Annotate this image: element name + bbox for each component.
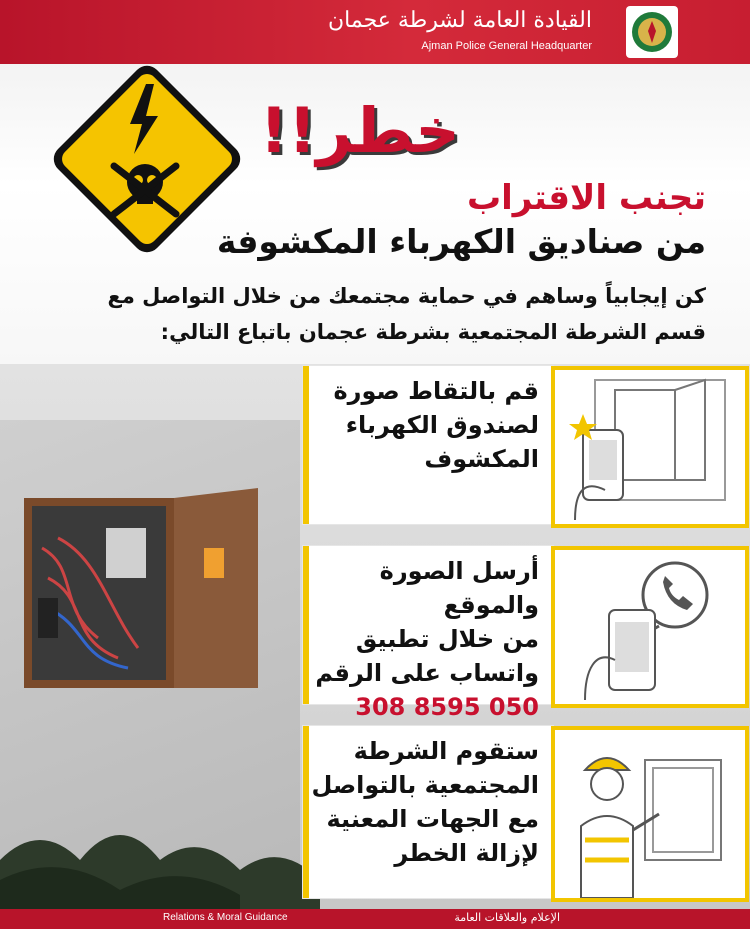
footer-bar: [0, 909, 750, 929]
step-3-card: [303, 726, 553, 898]
danger-heading: خطر!!: [259, 94, 460, 167]
step-2-card: [303, 546, 553, 721]
step-text-line: المكشوف: [424, 445, 539, 473]
step-text-line: من خلال تطبيق: [355, 625, 539, 653]
header-arabic-title: القيادة العامة لشرطة عجمان: [328, 8, 592, 33]
step-3-illustration: [551, 726, 749, 902]
step-text-line: أرسل الصورة والموقع: [379, 557, 539, 619]
step-2-illustration: [551, 546, 749, 708]
footer-english-text: Relations & Moral Guidance: [163, 912, 288, 923]
intro-line: كن إيجابياً وساهم في حماية مجتمعك من خلال التواصل مع: [107, 284, 706, 308]
step-text-line: قم بالتقاط صورة: [333, 377, 539, 405]
step-1-card: [303, 366, 553, 524]
police-emblem-icon: [626, 6, 678, 58]
step-text-line: لإزالة الخطر: [394, 839, 539, 867]
exposed-boxes-heading: من صناديق الكهرباء المكشوفة: [216, 222, 706, 261]
step-text-line: مع الجهات المعنية: [326, 805, 539, 833]
step-1-illustration: [551, 366, 749, 528]
step-text-line: واتساب على الرقم: [315, 659, 539, 687]
hand-phone-camera-icon: [555, 370, 745, 524]
whatsapp-phone-icon: [555, 550, 745, 704]
step-text-line: المجتمعية بالتواصل: [311, 771, 539, 799]
step-text-line: لصندوق الكهرباء: [345, 411, 539, 439]
avoid-heading: تجنب الاقتراب: [466, 178, 706, 218]
step-text-line: ستقوم الشرطة: [353, 737, 539, 765]
technician-worker-icon: [555, 730, 745, 898]
electrical-box-illustration-icon: [18, 488, 268, 708]
footer-arabic-text: الإعلام والعلاقات العامة: [454, 911, 560, 924]
intro-text: [6, 278, 706, 350]
intro-line: قسم الشرطة المجتمعية بشرطة عجمان باتباع التالي:: [160, 320, 706, 344]
whatsapp-phone-number[interactable]: 050 8595 308: [355, 693, 539, 721]
header-english-title: Ajman Police General Headquarter: [421, 40, 592, 52]
